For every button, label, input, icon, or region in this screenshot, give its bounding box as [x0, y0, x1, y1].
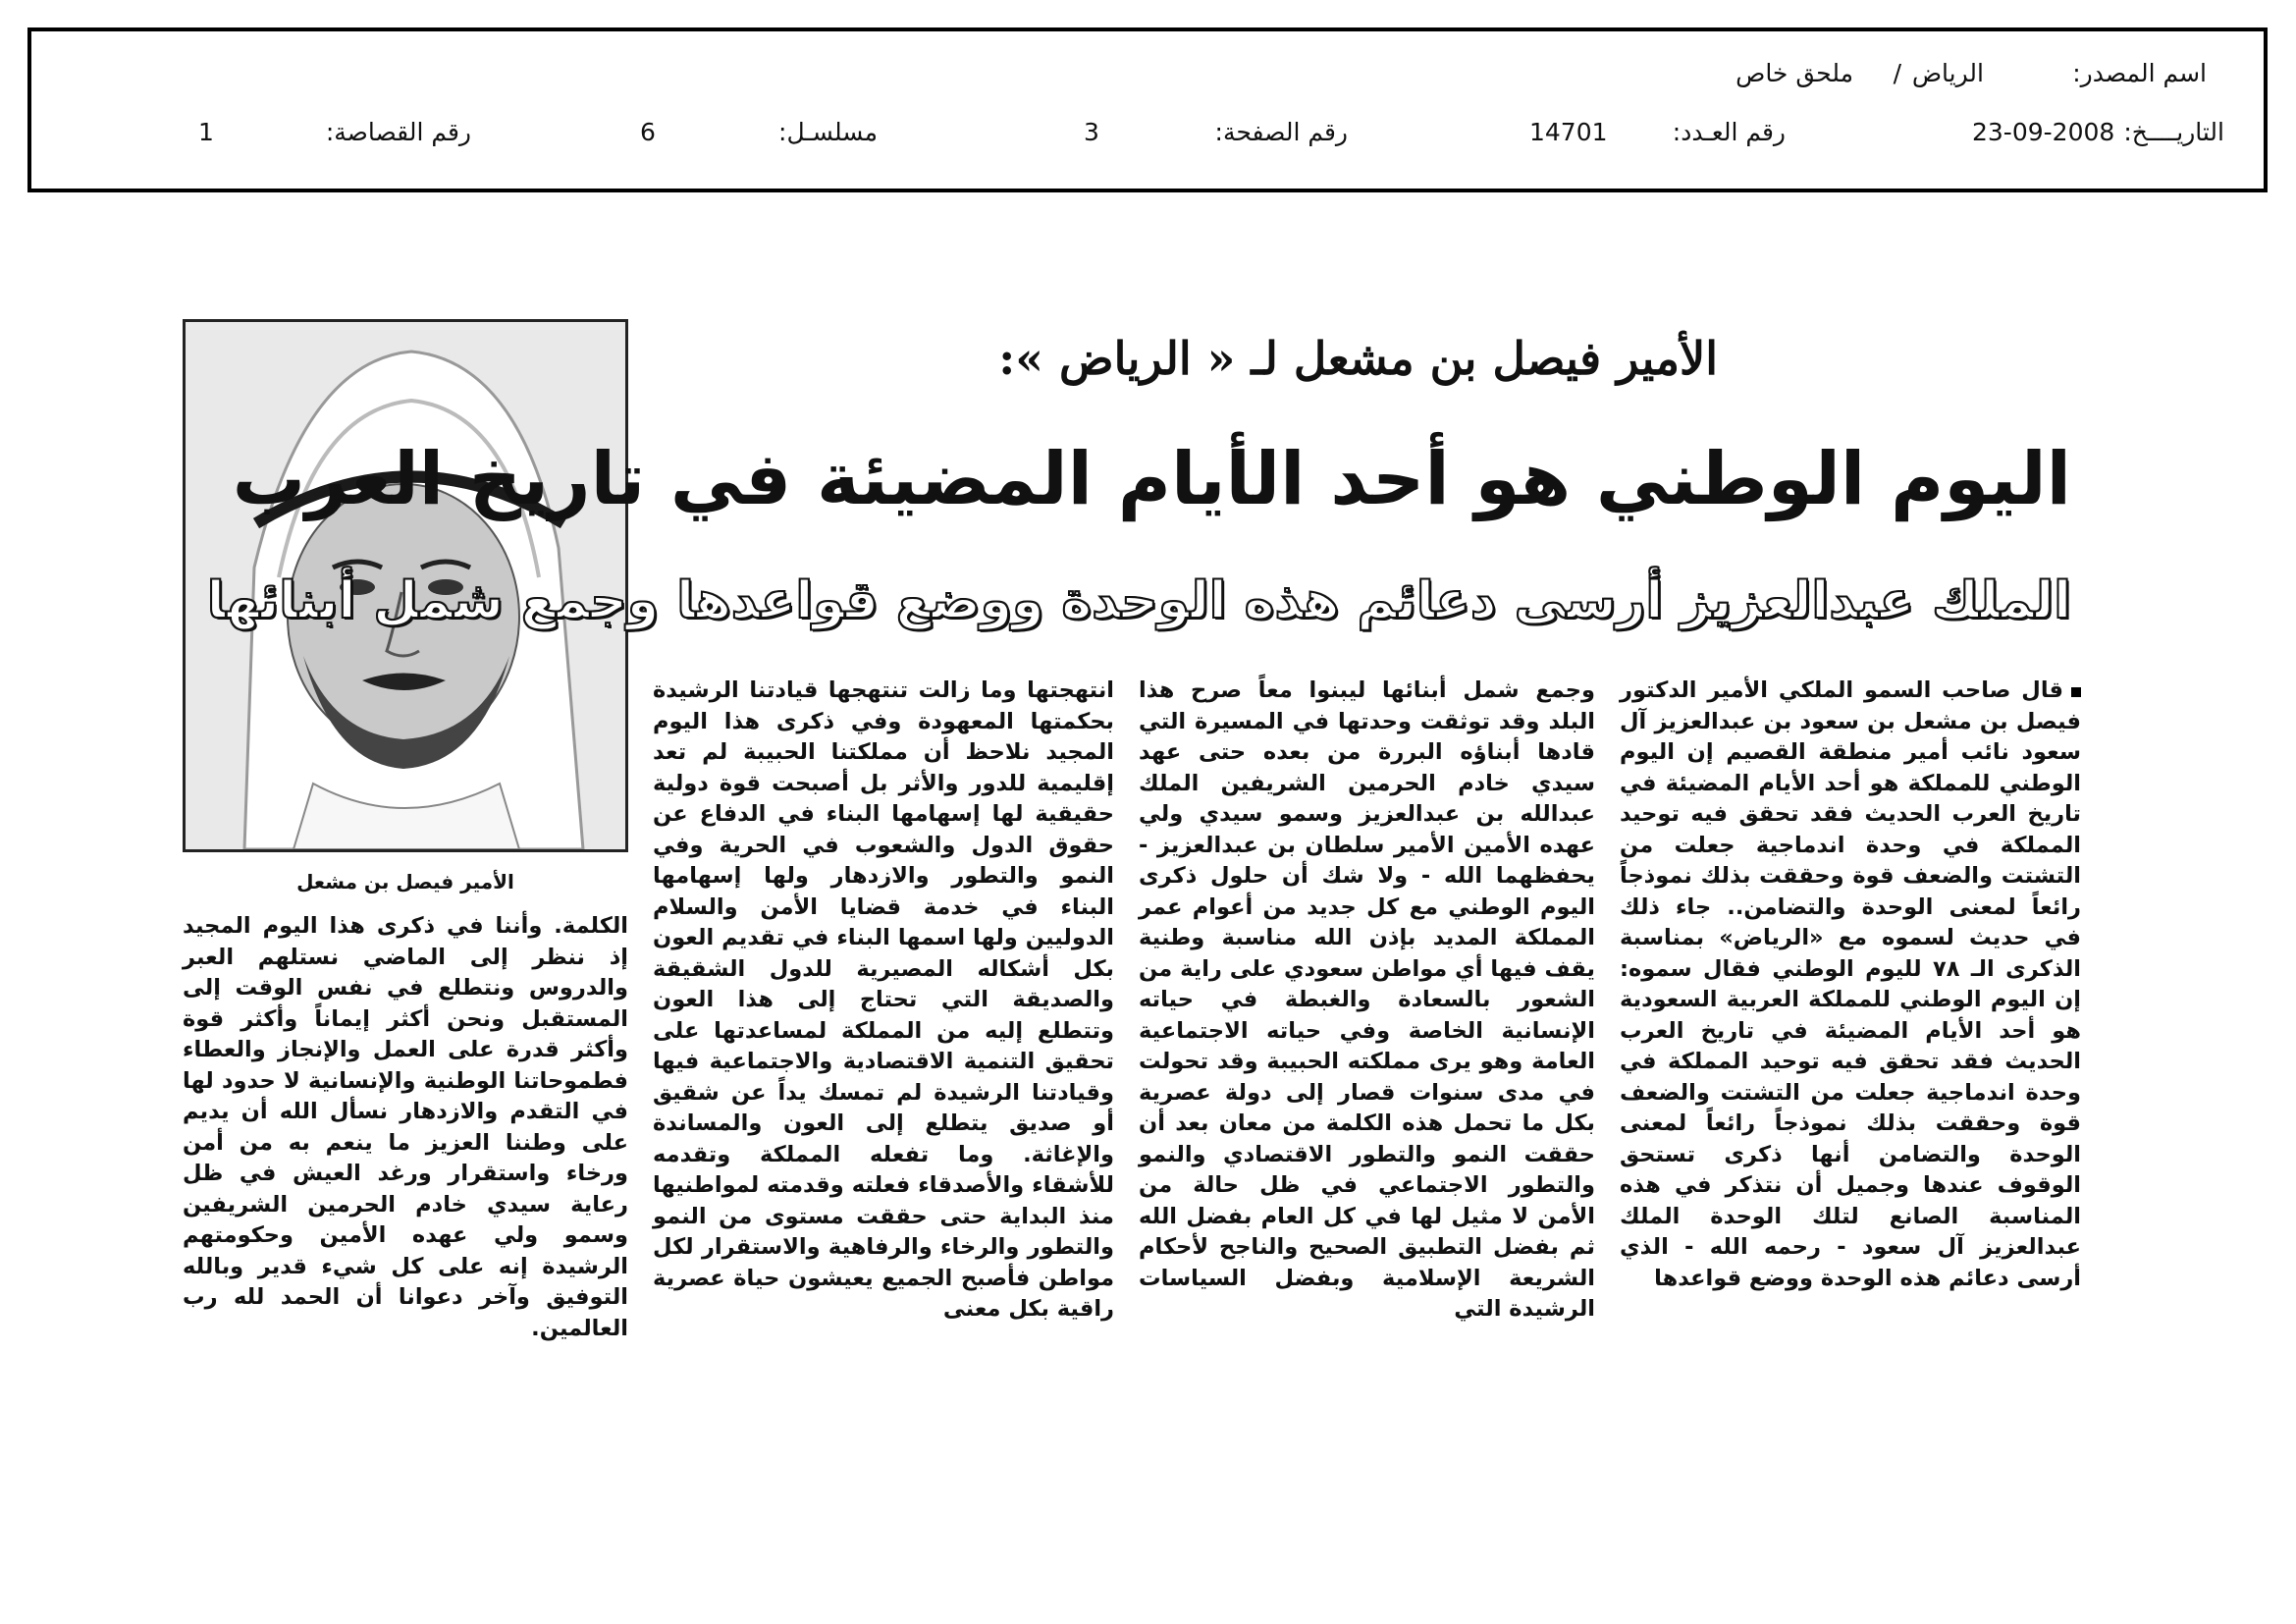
source-supplement: ملحق خاص: [1735, 59, 1853, 87]
kicker-headline: الأمير فيصل بن مشعل لـ « الرياض »:: [998, 332, 1718, 385]
article-column-4: الكلمة. وأننا في ذكرى هذا اليوم المجيد إذ ننظر إلى الماضي نستلهم العبر والدروس ونتطلع في نفس الوقت إلى المستقبل ونحن أكثر إيماناً وأكثر قوة وأكثر قدرة على العمل والإنجاز والعطاء فطموحاتنا الوطنية والإنسانية لا حدود لها في التقدم والازدهار نسأل الله أن يديم على وطننا العزيز ما ينعم به من أمن ورخاء واستقرار ورغد العيش في ظل رعاية سيدي خادم الحرمين الشريفين وسمو ولي عهده الأمين وحكومتهم الرشيدة إنه على كل شيء قدير وبالله التوفيق وآخر دعوانا أن الحمد لله رب العالمين.: [183, 913, 628, 1341]
article-column-1: [1620, 676, 2081, 1294]
source-separator: /: [1893, 59, 1901, 87]
photo-caption: الأمير فيصل بن مشعل: [296, 870, 514, 893]
clipping-metadata-box: [27, 27, 2268, 192]
clip-label: رقم القصاصة:: [325, 118, 471, 146]
article-column-1-text: قال صاحب السمو الملكي الأمير الدكتور فيصل بن مشعل بن سعود بن عبدالعزيز آل سعود نائب أمير منطقة القصيم إن اليوم الوطني للمملكة هو أحد الأيام المضيئة في تاريخ العرب الحديث فقد تحقق فيه توحيد المملكة في وحدة اندماجية جعلت من التشتت والضعف قوة وحققت بذلك نموذجاً رائعاً لمعنى الوحدة والتضامن.. جاء ذلك في حديث لسموه مع «الرياض» بمناسبة الذكرى الـ ٧٨ لليوم الوطني فقال سموه: إن اليوم الوطني للمملكة العربية السعودية هو أحد الأيام المضيئة في تاريخ العرب الحديث فقد تحقق فيه توحيد المملكة في وحدة اندماجية جعلت من التشتت والضعف قوة وحققت بذلك نموذجاً رائعاً لمعنى الوحدة والتضامن أنها ذكرى تستحق الوقوف عندها وجميل أن نتذكر في هذه المناسبة الصانع لتلك الوحدة الملك عبدالعزيز آل سعود - رحمه الله - الذي أرسى دعائم هذه الوحدة ووضع قواعدها: [1620, 677, 2081, 1291]
bullet-square-icon: [2071, 687, 2081, 697]
main-headline: اليوم الوطني هو أحد الأيام المضيئة في تاريخ العرب: [232, 437, 2071, 521]
issue-label: رقم العـدد:: [1672, 118, 1786, 146]
date-value: 23-09-2008: [1972, 118, 2115, 146]
page-value: 3: [1084, 118, 1099, 146]
issue-value: 14701: [1529, 118, 1608, 146]
source-label: اسم المصدر:: [2072, 59, 2207, 87]
article-column-3: انتهجتها وما زالت تنتهجها قيادتنا الرشيدة بحكمتها المعهودة وفي ذكرى هذا اليوم المجيد نلاحظ أن مملكتنا الحبيبة لم تعد إقليمية للدور والأثر بل أصبحت قوة دولية حقيقية لها إسهامها البناء في الدفاع عن حقوق الدول والشعوب في الحرية وفي النمو والتطور والازدهار ولها إسهامها البناء في خدمة قضايا الأمن والسلام الدوليين ولها اسمها البناء في تقديم العون بكل أشكاله المصيرية للدول الشقيقة والصديقة التي تحتاج إلى هذا العون وتتطلع إليه من المملكة لمساعدتها على تحقيق التنمية الاقتصادية والاجتماعية فيها وقيادتنا الرشيدة لم تمسك يداً عن شقيق أو صديق يتطلع إلى العون والمساندة والإغاثة. وما تفعله المملكة وتقدمه للأشقاء والأصدقاء فعلته وقدمته لمواطنيها منذ البداية حتى حققت مستوى من النمو والتطور والرخاء والرفاهية والاستقرار لكل مواطن فأصبح الجميع يعيشون حياة عصرية راقية بكل معنى: [653, 677, 1114, 1322]
clip-value: 1: [198, 118, 214, 146]
source-value: الرياض: [1911, 59, 1984, 87]
sub-headline: الملك عبدالعزيز أرسى دعائم هذه الوحدة ووضع قواعدها وجمع شمل أبنائها: [206, 571, 2071, 630]
serial-label: مسلسـل:: [778, 118, 878, 146]
serial-value: 6: [640, 118, 656, 146]
date-label: التاريــــخ:: [2123, 118, 2224, 146]
page-label: رقم الصفحة:: [1214, 118, 1348, 146]
article-column-2: وجمع شمل أبنائها ليبنوا معاً صرح هذا البلد وقد توثقت وحدتها في المسيرة التي قادها أبناؤه البررة من بعده حتى عهد سيدي خادم الحرمين الشريفين الملك عبدالله بن عبدالعزيز وسمو سيدي ولي عهده الأمين الأمير سلطان بن عبدالعزيز - يحفظهما الله - ولا شك أن حلول ذكرى اليوم الوطني مع كل جديد من أعوام عمر المملكة المديد بإذن الله مناسبة وطنية يقف فيها أي مواطن سعودي على راية من الشعور بالسعادة والغبطة في حياته الإنسانية الخاصة وفي حياته الاجتماعية العامة وهو يرى مملكته الحبيبة وقد تحولت في مدى سنوات قصار إلى دولة عصرية بكل ما تحمل هذه الكلمة من معان بعد أن حققت النمو والتطور الاقتصادي والنمو والتطور الاجتماعي في ظل حالة من الأمن لا مثيل لها في كل العام بفضل الله ثم بفضل التطبيق الصحيح والناجح لأحكام الشريعة الإسلامية وبفضل السياسات الرشيدة التي: [1139, 677, 1595, 1322]
